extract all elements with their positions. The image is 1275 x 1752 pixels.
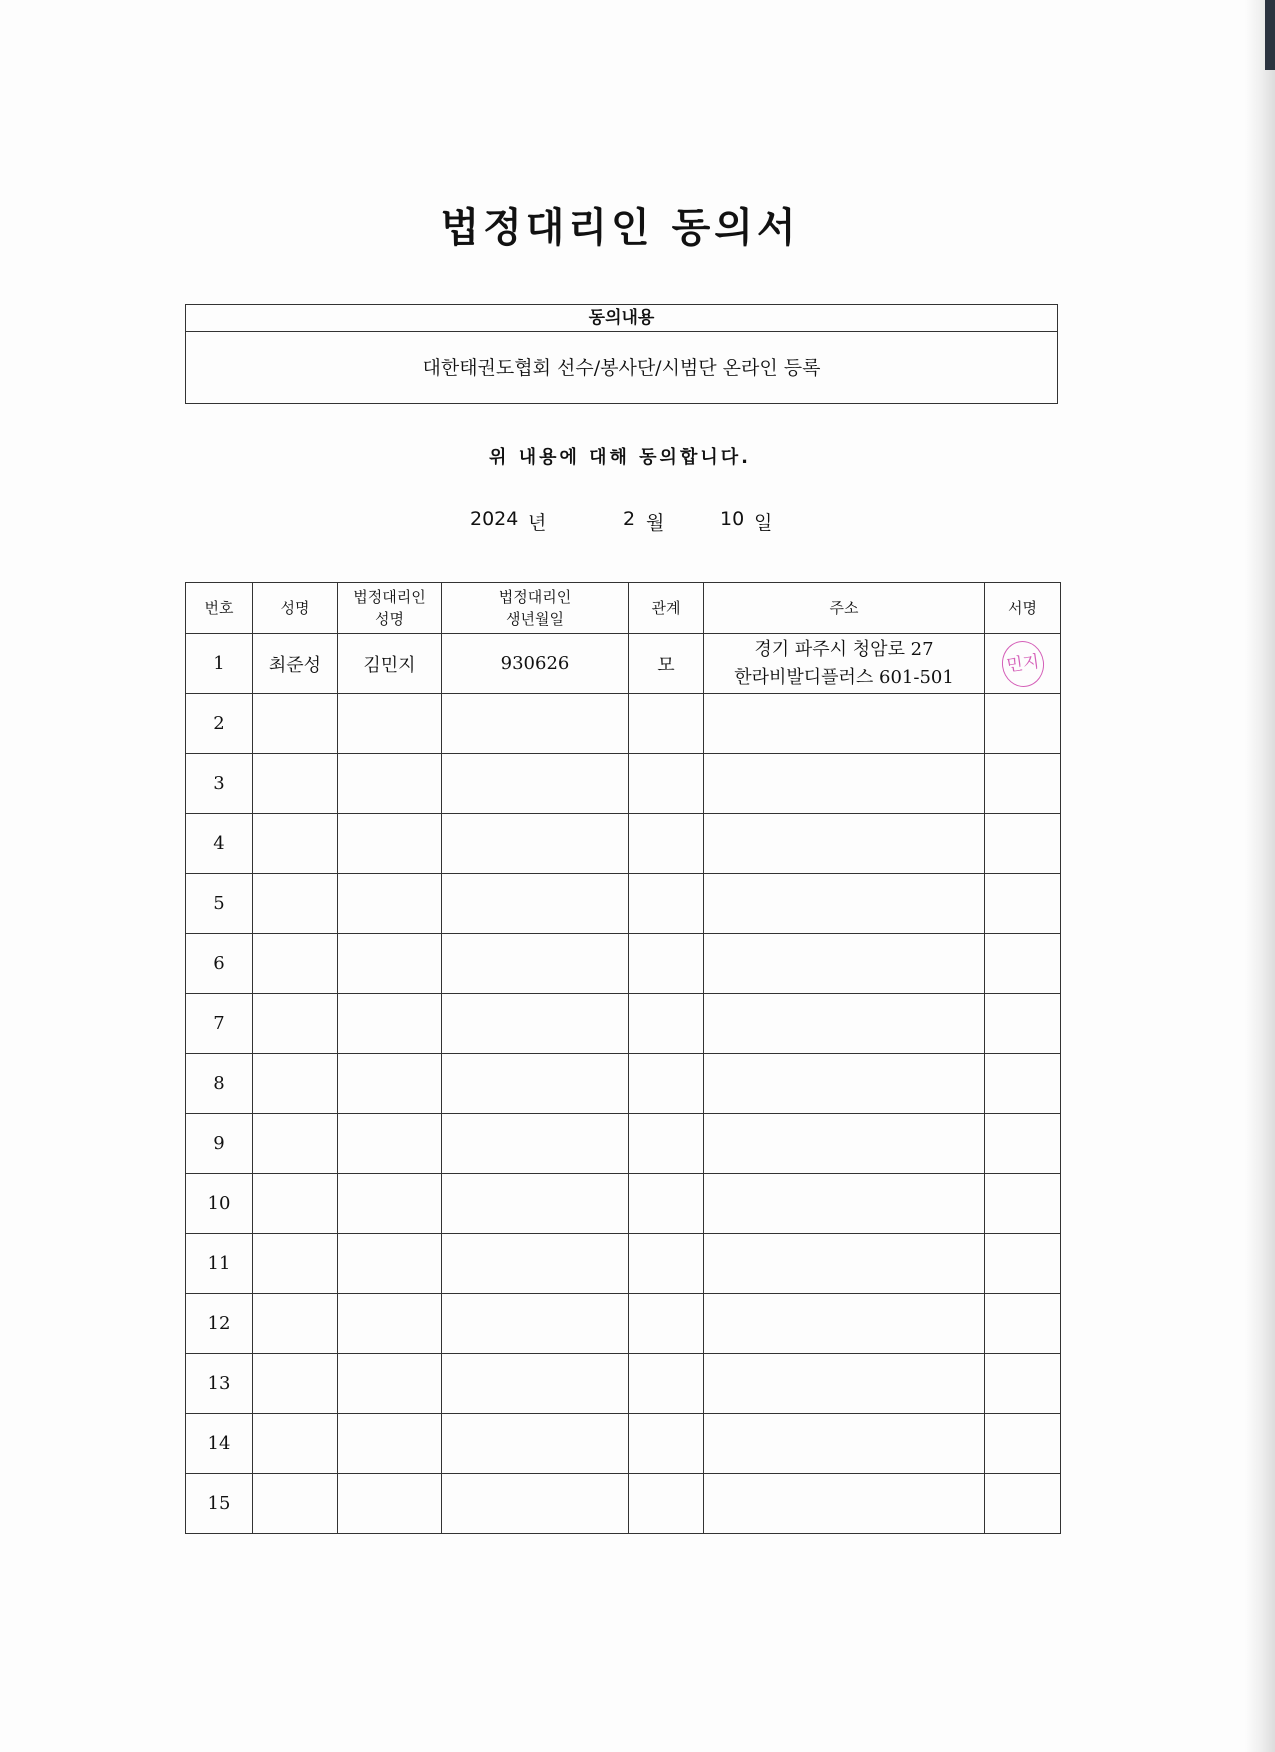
cell-signature (985, 1174, 1061, 1234)
table-row (186, 1354, 1061, 1414)
cell-relation: 모 (629, 634, 704, 694)
table-row (186, 1414, 1061, 1474)
cell-relation (629, 694, 704, 754)
guardian-table (185, 582, 1061, 1534)
cell-guardian-name (338, 694, 442, 754)
date-day: 10 (720, 508, 745, 530)
date-year: 2024 (470, 508, 519, 530)
cell-guardian-birth (442, 694, 629, 754)
cell-guardian-birth (442, 1054, 629, 1114)
header-guardian-birth-line2: 생년월일 (506, 610, 564, 628)
cell-relation (629, 1234, 704, 1294)
cell-guardian-birth: 930626 (442, 634, 629, 694)
cell-address (704, 694, 985, 754)
cell-name (253, 754, 338, 814)
cell-name: 최준성 (253, 634, 338, 694)
cell-no: 1 (186, 634, 253, 694)
cell-address (704, 1294, 985, 1354)
cell-address (704, 934, 985, 994)
header-no: 번호 (186, 583, 253, 634)
cell-address (704, 1114, 985, 1174)
cell-no: 8 (186, 1054, 253, 1114)
cell-guardian-name (338, 814, 442, 874)
table-row (186, 874, 1061, 934)
cell-signature (985, 1114, 1061, 1174)
cell-guardian-name (338, 1294, 442, 1354)
cell-signature (985, 934, 1061, 994)
cell-guardian-name (338, 1354, 442, 1414)
cell-relation (629, 1294, 704, 1354)
table-row (186, 1294, 1061, 1354)
cell-address (704, 754, 985, 814)
table-row (186, 1174, 1061, 1234)
cell-signature (985, 814, 1061, 874)
table-row (186, 1054, 1061, 1114)
cell-guardian-name (338, 874, 442, 934)
cell-guardian-name (338, 1174, 442, 1234)
cell-name (253, 1054, 338, 1114)
cell-signature (985, 754, 1061, 814)
header-signature: 서명 (985, 583, 1061, 634)
cell-address (704, 1054, 985, 1114)
cell-signature (985, 1474, 1061, 1534)
cell-no: 2 (186, 694, 253, 754)
cell-relation (629, 754, 704, 814)
cell-no: 4 (186, 814, 253, 874)
cell-name (253, 1114, 338, 1174)
cell-no: 15 (186, 1474, 253, 1534)
address-line2: 한라비발디플러스 601-501 (734, 666, 954, 688)
table-row (186, 994, 1061, 1054)
cell-relation (629, 1474, 704, 1534)
cell-name (253, 994, 338, 1054)
cell-address (704, 1234, 985, 1294)
cell-name (253, 874, 338, 934)
cell-relation (629, 1414, 704, 1474)
cell-guardian-birth (442, 1414, 629, 1474)
cell-relation (629, 1114, 704, 1174)
cell-guardian-name (338, 934, 442, 994)
cell-name (253, 814, 338, 874)
cell-guardian-birth (442, 1234, 629, 1294)
date-month-unit: 월 (646, 512, 665, 534)
table-row (186, 1474, 1061, 1534)
cell-no: 6 (186, 934, 253, 994)
cell-name (253, 1474, 338, 1534)
consent-box (185, 304, 1058, 404)
cell-guardian-name (338, 1474, 442, 1534)
header-guardian-name-line2: 성명 (375, 610, 404, 628)
cell-no: 12 (186, 1294, 253, 1354)
cell-name (253, 694, 338, 754)
cell-guardian-name (338, 1054, 442, 1114)
cell-guardian-name (338, 754, 442, 814)
cell-guardian-name (338, 994, 442, 1054)
cell-no: 7 (186, 994, 253, 1054)
header-address: 주소 (704, 583, 985, 634)
cell-name (253, 1294, 338, 1354)
cell-relation (629, 994, 704, 1054)
cell-address (704, 1474, 985, 1534)
cell-relation (629, 814, 704, 874)
cell-no: 13 (186, 1354, 253, 1414)
cell-name (253, 934, 338, 994)
cell-name (253, 1234, 338, 1294)
cell-guardian-birth (442, 814, 629, 874)
cell-no: 11 (186, 1234, 253, 1294)
cell-guardian-birth (442, 754, 629, 814)
consent-header: 동의내용 (186, 305, 1057, 332)
cell-signature (985, 874, 1061, 934)
cell-address (704, 634, 985, 694)
cell-signature (985, 1054, 1061, 1114)
cell-guardian-birth (442, 934, 629, 994)
header-name: 성명 (253, 583, 338, 634)
cell-name (253, 1414, 338, 1474)
cell-guardian-name (338, 1234, 442, 1294)
cell-relation (629, 934, 704, 994)
cell-address (704, 994, 985, 1054)
cell-guardian-birth (442, 994, 629, 1054)
cell-relation (629, 1174, 704, 1234)
cell-address (704, 1354, 985, 1414)
table-row (186, 754, 1061, 814)
cell-relation (629, 874, 704, 934)
cell-guardian-name (338, 1114, 442, 1174)
cell-guardian-birth (442, 1174, 629, 1234)
cell-signature (985, 1354, 1061, 1414)
cell-address (704, 1174, 985, 1234)
cell-no: 9 (186, 1114, 253, 1174)
table-row (186, 1234, 1061, 1294)
cell-signature (985, 1234, 1061, 1294)
cell-guardian-birth (442, 874, 629, 934)
date-day-unit: 일 (754, 512, 773, 534)
cell-relation (629, 1054, 704, 1114)
cell-guardian-name (338, 1414, 442, 1474)
cell-address (704, 1414, 985, 1474)
cell-guardian-name: 김민지 (338, 634, 442, 694)
cell-address (704, 874, 985, 934)
header-guardian-name-line1: 법정대리인 (353, 588, 426, 606)
cell-signature (985, 634, 1061, 694)
table-row (186, 634, 1061, 694)
document-title: 법정대리인 동의서 (440, 205, 800, 251)
header-relation: 관계 (629, 583, 704, 634)
table-row (186, 694, 1061, 754)
cell-signature (985, 1414, 1061, 1474)
consent-content: 대한태권도협회 선수/봉사단/시범단 온라인 등록 (422, 357, 821, 379)
cell-name (253, 1174, 338, 1234)
date-year-unit: 년 (528, 512, 547, 534)
cell-signature (985, 994, 1061, 1054)
cell-guardian-birth (442, 1294, 629, 1354)
header-guardian-birth-line1: 법정대리인 (498, 588, 572, 606)
cell-signature (985, 1294, 1061, 1354)
cell-name (253, 1354, 338, 1414)
cell-guardian-birth (442, 1354, 629, 1414)
cell-guardian-birth (442, 1114, 629, 1174)
table-header-row (186, 583, 1061, 634)
cell-guardian-birth (442, 1474, 629, 1534)
cell-no: 5 (186, 874, 253, 934)
scan-edge-mark (1265, 0, 1275, 70)
address-line1: 경기 파주시 청암로 27 (754, 638, 934, 660)
table-row (186, 934, 1061, 994)
date-month: 2 (623, 508, 636, 530)
header-guardian-name (338, 583, 442, 634)
cell-relation (629, 1354, 704, 1414)
cell-no: 10 (186, 1174, 253, 1234)
cell-no: 14 (186, 1414, 253, 1474)
cell-address (704, 814, 985, 874)
signature-mark: 민지 (999, 638, 1047, 689)
table-row (186, 814, 1061, 874)
agree-statement: 위 내용에 대해 동의합니다. (489, 447, 751, 468)
table-row (186, 1114, 1061, 1174)
header-guardian-birth (442, 583, 629, 634)
cell-no: 3 (186, 754, 253, 814)
date-line (470, 508, 790, 538)
scan-edge (1245, 0, 1275, 1752)
cell-signature (985, 694, 1061, 754)
